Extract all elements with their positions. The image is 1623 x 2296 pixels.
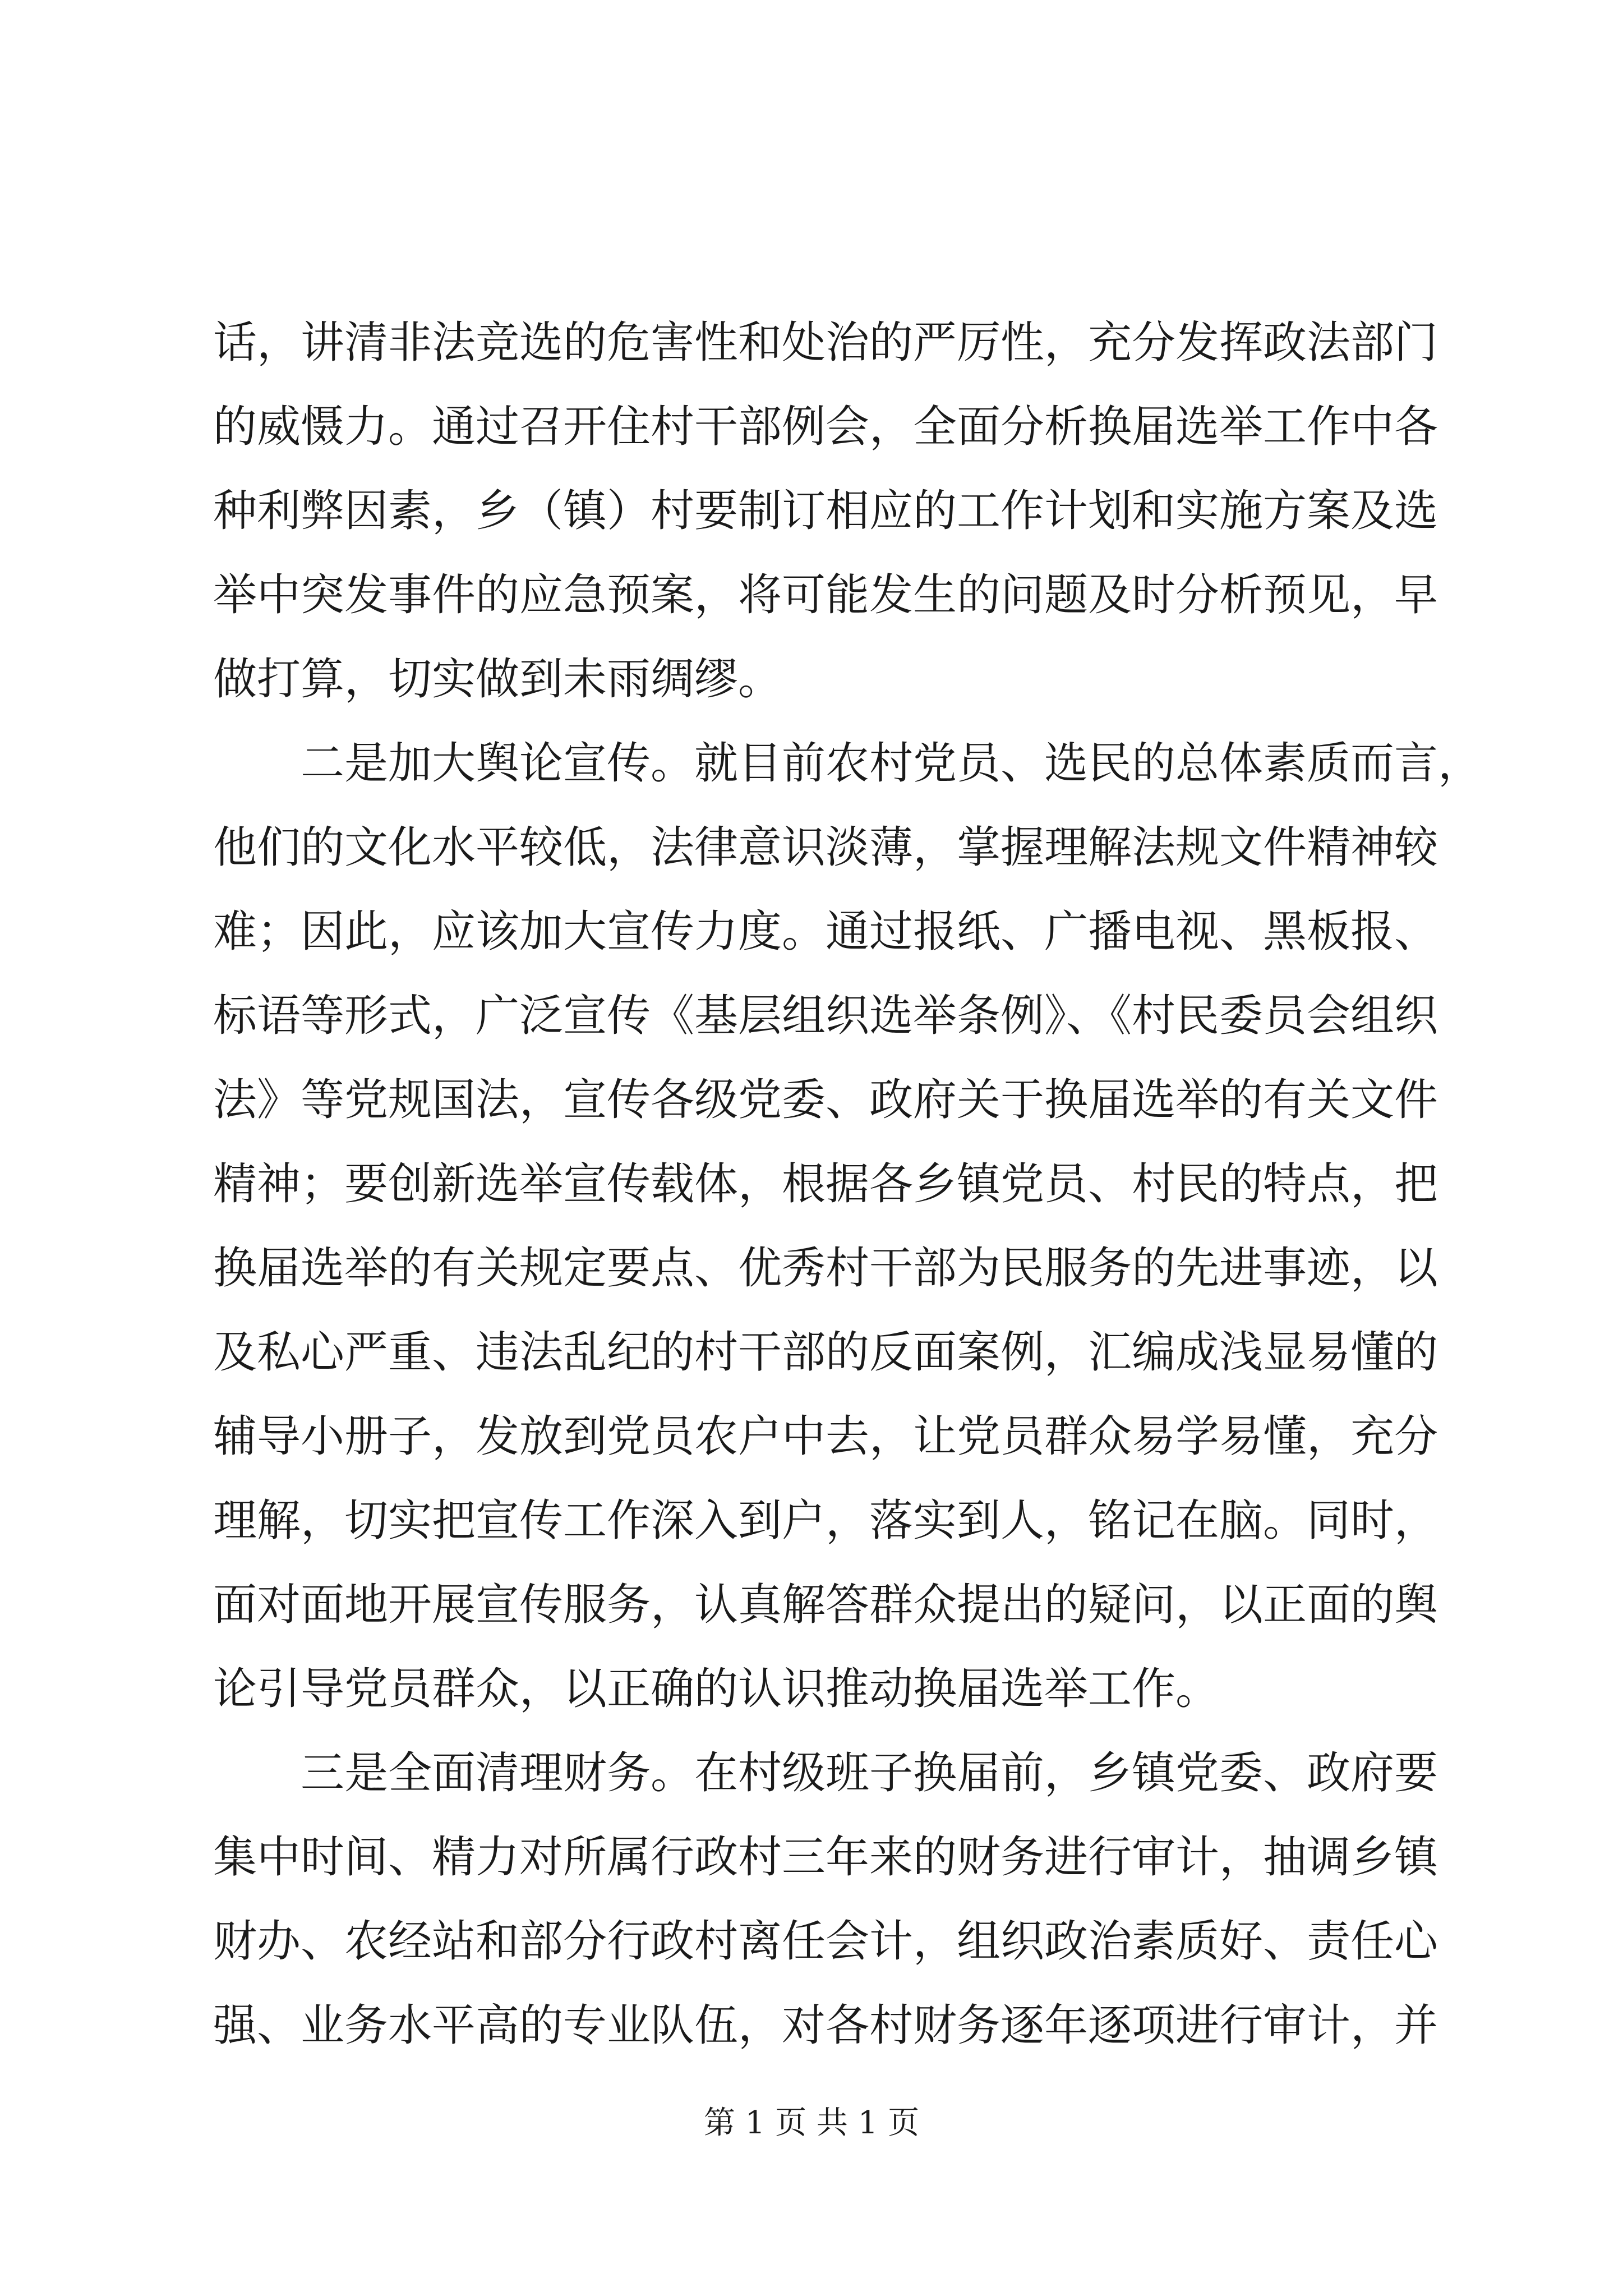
text-line: 及私心严重、违法乱纪的村干部的反面案例，汇编成浅显易懂的 [213,1327,1438,1378]
text-line: 三是全面清理财务。在村级班子换届前，乡镇党委、政府要 [213,1748,1438,1798]
text-line: 集中时间、精力对所属行政村三年来的财务进行审计，抽调乡镇 [213,1832,1438,1883]
text-line: 财办、农经站和部分行政村离任会计，组织政治素质好、责任心 [213,1916,1438,1967]
text-line: 做打算，切实做到未雨绸缪。 [213,654,782,705]
text-line: 的威慑力。通过召开住村干部例会，全面分析换届选举工作中各 [213,402,1438,452]
text-line: 法》等党规国法，宣传各级党委、政府关于换届选举的有关文件 [213,1075,1438,1125]
text-line: 精神；要创新选举宣传载体，根据各乡镇党员、村民的特点，把 [213,1159,1438,1209]
text-line: 他们的文化水平较低，法律意识淡薄，掌握理解法规文件精神较 [213,822,1438,873]
text-line: 二是加大舆论宣传。就目前农村党员、选民的总体素质而言， [213,738,1482,789]
text-line: 论引导党员群众，以正确的认识推动换届选举工作。 [213,1664,1220,1714]
text-line: 面对面地开展宣传服务，认真解答群众提出的疑问，以正面的舆 [213,1580,1438,1630]
page-footer: 第 1 页 共 1 页 [703,2105,920,2141]
text-line: 种利弊因素，乡（镇）村要制订相应的工作计划和实施方案及选 [213,486,1438,536]
text-line: 话，讲清非法竞选的危害性和处治的严厉性，充分发挥政法部门 [213,318,1438,368]
text-line: 强、业务水平高的专业队伍，对各村财务逐年逐项进行审计，并 [213,2000,1438,2051]
text-line: 举中突发事件的应急预案，将可能发生的问题及时分析预见，早 [213,570,1438,620]
text-line: 辅导小册子，发放到党员农户中去，让党员群众易学易懂，充分 [213,1411,1438,1462]
text-line: 标语等形式，广泛宣传《基层组织选举条例》、《村民委员会组织 [213,991,1438,1041]
text-line: 难；因此，应该加大宣传力度。通过报纸、广播电视、黑板报、 [213,907,1438,957]
document-body [213,301,1482,2068]
text-line: 理解，切实把宣传工作深入到户，落实到人，铭记在脑。同时， [213,1496,1438,1546]
text-line: 换届选举的有关规定要点、优秀村干部为民服务的先进事迹，以 [213,1243,1438,1294]
